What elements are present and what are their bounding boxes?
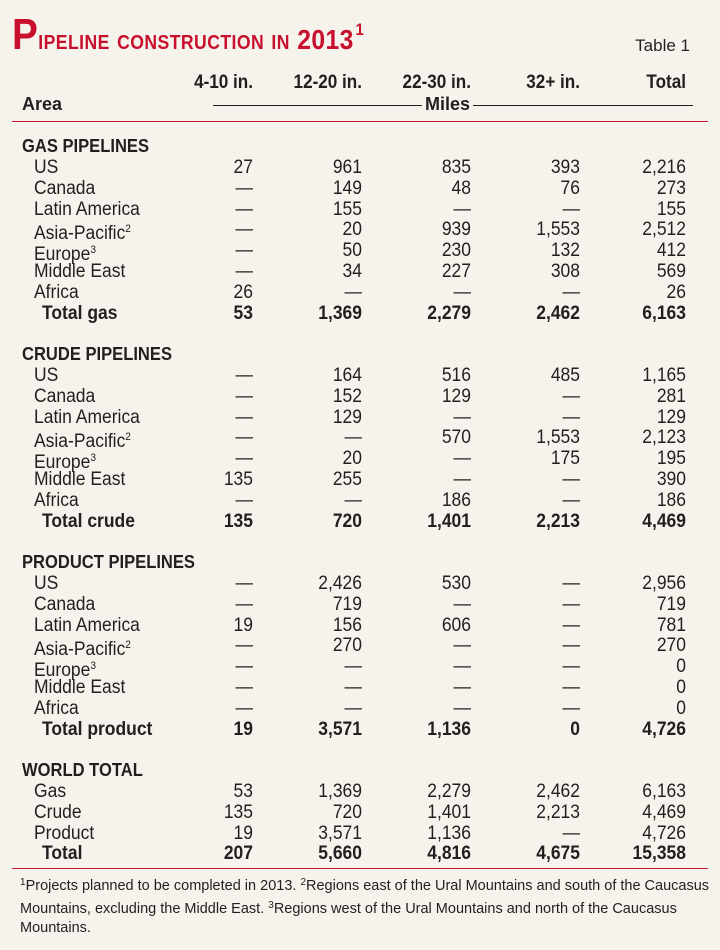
table-cell: 3,571 xyxy=(318,718,362,740)
table-cell: — xyxy=(562,635,580,657)
table-cell: — xyxy=(562,385,580,407)
table-cell: 255 xyxy=(332,469,362,490)
row-label xyxy=(34,261,125,282)
row-label xyxy=(34,823,94,844)
table-cell: — xyxy=(453,677,471,698)
table-cell: — xyxy=(562,677,580,698)
row-label-text: Middle East xyxy=(34,677,126,698)
table-cell: 135 xyxy=(223,469,253,490)
table-cell: — xyxy=(235,489,253,511)
table-cell: — xyxy=(235,406,253,428)
table-cell: 53 xyxy=(233,781,253,802)
table-cell: 227 xyxy=(441,261,471,282)
table-cell: 2,213 xyxy=(536,801,580,823)
row-label xyxy=(42,303,117,324)
table-row xyxy=(0,823,720,844)
table-cell: 0 xyxy=(676,677,686,698)
table-cell: 164 xyxy=(332,365,362,386)
row-label-footnote-marker: 3 xyxy=(90,244,97,257)
section-title: CRUDE PIPELINES xyxy=(22,344,172,364)
table-row xyxy=(0,635,720,661)
table-cell: 19 xyxy=(233,822,253,844)
table-row xyxy=(0,802,720,823)
row-label xyxy=(34,157,58,178)
table-cell: — xyxy=(235,573,253,594)
table-row xyxy=(0,261,720,282)
table-title xyxy=(12,10,364,60)
table-cell: 0 xyxy=(676,656,686,678)
table-row xyxy=(0,219,720,245)
table-cell: 15,358 xyxy=(632,843,686,865)
units-label: Miles xyxy=(422,94,473,115)
table-cell: 2,216 xyxy=(642,157,686,178)
column-header-4-10: 4-10 in. xyxy=(194,72,253,93)
table-row xyxy=(0,615,720,636)
table-cell: 719 xyxy=(332,593,362,615)
row-label-text: US xyxy=(34,573,59,594)
table-total-row xyxy=(0,843,720,864)
table-cell: 308 xyxy=(550,261,580,282)
row-label-text: Latin America xyxy=(34,198,140,220)
table-total-row xyxy=(0,511,720,532)
table-cell: 6,163 xyxy=(642,781,686,802)
table-cell: — xyxy=(453,697,471,719)
table-cell: 390 xyxy=(656,469,686,490)
section-title: PRODUCT PIPELINES xyxy=(22,552,195,572)
table-cell: 34 xyxy=(342,261,362,282)
row-label xyxy=(42,843,82,864)
table-cell: 19 xyxy=(233,718,253,740)
table-cell: 2,956 xyxy=(642,573,686,594)
table-cell: — xyxy=(235,677,253,698)
row-label xyxy=(34,407,140,428)
row-label-text: Africa xyxy=(34,697,79,719)
table-cell: 20 xyxy=(342,448,362,470)
table-cell: 19 xyxy=(233,614,253,636)
table-cell: 2,279 xyxy=(427,302,471,324)
table-cell: 129 xyxy=(332,406,362,428)
table-cell: 1,165 xyxy=(642,365,686,386)
row-label xyxy=(34,469,125,490)
row-label-text: Canada xyxy=(34,385,96,407)
table-cell: 270 xyxy=(332,635,362,657)
table-cell: 48 xyxy=(451,177,471,199)
row-label-text: Total product xyxy=(42,718,153,740)
table-cell: 152 xyxy=(332,385,362,407)
table-cell: — xyxy=(453,593,471,615)
title-rest: ipeline construction in 2013 xyxy=(38,24,354,55)
row-label-text: Asia-Pacific xyxy=(34,639,126,661)
table-cell: 0 xyxy=(570,718,580,740)
table-row xyxy=(0,178,720,199)
row-label-text: Gas xyxy=(34,781,67,802)
table-cell: 2,213 xyxy=(536,510,580,532)
table-cell: 1,136 xyxy=(427,718,471,740)
table-cell: 135 xyxy=(223,510,253,532)
table-cell: — xyxy=(562,614,580,636)
table-cell: — xyxy=(344,427,362,449)
footnote-1: Projects planned to be completed in 2013. xyxy=(25,878,301,894)
table-cell: 186 xyxy=(656,489,686,511)
table-cell: — xyxy=(235,656,253,678)
table-cell: 485 xyxy=(550,365,580,386)
table-cell: 195 xyxy=(656,448,686,470)
table-cell: 281 xyxy=(656,385,686,407)
row-label-text: Africa xyxy=(34,489,79,511)
table-cell: 3,571 xyxy=(318,822,362,844)
column-header-32-plus: 32+ in. xyxy=(526,72,580,93)
table-cell: 26 xyxy=(666,281,686,303)
header-divider xyxy=(12,121,708,122)
footnote-2: Regions east of the Ural Mountains and south of the Caucasus Mountains, excluding the Middle East. xyxy=(20,878,710,917)
table-cell: 516 xyxy=(441,365,471,386)
table-cell: — xyxy=(235,177,253,199)
table-cell: 570 xyxy=(441,427,471,449)
table-cell: — xyxy=(562,593,580,615)
table-row xyxy=(0,282,720,303)
row-label-text: Total gas xyxy=(42,302,118,324)
table-cell: 26 xyxy=(233,281,253,303)
table-cell: 1,136 xyxy=(427,822,471,844)
footer-divider xyxy=(12,868,708,869)
section-title: WORLD TOTAL xyxy=(22,760,143,780)
table-cell: 53 xyxy=(233,302,253,324)
table-cell: 0 xyxy=(676,697,686,719)
table-total-row xyxy=(0,303,720,324)
table-cell: — xyxy=(344,656,362,678)
row-label-text: Europe xyxy=(34,452,91,474)
table-cell: — xyxy=(235,448,253,470)
table-cell: — xyxy=(562,822,580,844)
table-cell: 230 xyxy=(441,240,471,262)
row-label xyxy=(34,594,95,615)
table-row xyxy=(0,490,720,511)
table-cell: — xyxy=(453,635,471,657)
table-row xyxy=(0,427,720,453)
table-cell: 132 xyxy=(550,240,580,262)
table-cell: — xyxy=(562,656,580,678)
table-row xyxy=(0,656,720,682)
table-cell: — xyxy=(235,261,253,282)
row-label xyxy=(34,615,140,636)
table-cell: 135 xyxy=(223,801,253,823)
table-cell: 1,401 xyxy=(427,801,471,823)
table-row xyxy=(0,698,720,719)
footnote-marker-1: 1 xyxy=(20,877,26,888)
table-row xyxy=(0,594,720,615)
table-cell: — xyxy=(235,198,253,220)
table-cell: 4,675 xyxy=(536,843,580,865)
row-label-text: Crude xyxy=(34,801,82,823)
table-cell: 76 xyxy=(560,177,580,199)
row-label-text: Latin America xyxy=(34,406,140,428)
table-total-row xyxy=(0,719,720,740)
column-header-total: Total xyxy=(646,72,686,93)
table-cell: — xyxy=(235,427,253,449)
table-cell: 720 xyxy=(332,510,362,532)
row-label xyxy=(34,781,66,802)
table-cell: 149 xyxy=(332,177,362,199)
table-cell: — xyxy=(235,385,253,407)
table-cell: — xyxy=(453,448,471,470)
table-cell: 2,512 xyxy=(642,219,686,241)
table-cell: — xyxy=(562,198,580,220)
table-cell: — xyxy=(453,198,471,220)
table-cell: 5,660 xyxy=(318,843,362,865)
table-cell: 1,401 xyxy=(427,510,471,532)
table-cell: 20 xyxy=(342,219,362,241)
row-label-text: Middle East xyxy=(34,261,126,282)
footnote-3: Regions west of the Ural Mountains and north of the Caucasus Mountains. xyxy=(20,901,677,936)
row-label xyxy=(34,573,58,594)
table-cell: — xyxy=(344,281,362,303)
row-label-text: Middle East xyxy=(34,469,126,490)
table-row xyxy=(0,781,720,802)
table-row xyxy=(0,386,720,407)
row-label-text: US xyxy=(34,157,59,178)
table-cell: 156 xyxy=(332,614,362,636)
table-cell: — xyxy=(235,635,253,657)
row-label-footnote-marker: 2 xyxy=(125,639,131,652)
table-cell: 6,163 xyxy=(642,302,686,324)
footnote-marker-2: 2 xyxy=(300,877,307,888)
table-cell: 207 xyxy=(223,843,253,865)
table-cell: 393 xyxy=(550,157,580,178)
table-cell: — xyxy=(562,573,580,594)
section-title: GAS PIPELINES xyxy=(22,136,150,156)
row-label-text: Asia-Pacific xyxy=(34,223,126,245)
table-cell: 4,469 xyxy=(642,801,686,823)
table-cell: 4,726 xyxy=(642,822,686,844)
table-cell: 569 xyxy=(656,261,686,282)
table-cell: 2,123 xyxy=(642,427,686,449)
table-cell: — xyxy=(235,697,253,719)
row-label xyxy=(42,719,152,740)
table-cell: 939 xyxy=(441,219,471,241)
row-label-footnote-marker: 3 xyxy=(90,660,97,673)
row-label-text: Asia-Pacific xyxy=(34,431,126,453)
row-label-text: Europe xyxy=(34,660,91,682)
row-label xyxy=(34,365,58,386)
table-cell: — xyxy=(344,489,362,511)
table-cell: 1,553 xyxy=(536,427,580,449)
table-cell: 606 xyxy=(441,614,471,636)
row-label-text: Europe xyxy=(34,244,91,266)
footnote-marker-3: 3 xyxy=(268,900,274,911)
table-row xyxy=(0,240,720,266)
table-cell: 781 xyxy=(656,614,686,636)
row-label-footnote-marker: 3 xyxy=(90,452,97,465)
row-label-text: Canada xyxy=(34,177,96,199)
column-header-area: Area xyxy=(22,94,63,114)
table-cell: 4,469 xyxy=(642,510,686,532)
table-cell: 129 xyxy=(656,406,686,428)
table-row xyxy=(0,157,720,178)
row-label-text: Canada xyxy=(34,593,96,615)
table-cell: 270 xyxy=(656,635,686,657)
table-cell: 2,426 xyxy=(318,573,362,594)
table-cell: — xyxy=(562,406,580,428)
row-label xyxy=(34,178,95,199)
row-label-text: Africa xyxy=(34,281,79,303)
table-cell: 2,462 xyxy=(536,781,580,802)
table-cell: — xyxy=(453,469,471,490)
table-cell: 1,553 xyxy=(536,219,580,241)
table-cell: 155 xyxy=(332,198,362,220)
column-header-12-20: 12-20 in. xyxy=(293,72,362,93)
row-label xyxy=(34,490,79,511)
table-cell: 129 xyxy=(441,385,471,407)
title-first-letter: P xyxy=(12,10,39,59)
table-cell: — xyxy=(344,697,362,719)
table-row xyxy=(0,469,720,490)
table-cell: — xyxy=(235,219,253,241)
row-label-text: US xyxy=(34,365,59,386)
table-row xyxy=(0,199,720,220)
table-row xyxy=(0,407,720,428)
table-cell: 2,462 xyxy=(536,302,580,324)
table-row xyxy=(0,448,720,474)
table-cell: 175 xyxy=(550,448,580,470)
table-cell: — xyxy=(453,281,471,303)
table-row xyxy=(0,365,720,386)
table-cell: 1,369 xyxy=(318,302,362,324)
table-cell: 720 xyxy=(332,801,362,823)
row-label-text: Product xyxy=(34,822,95,844)
table-cell: — xyxy=(235,365,253,386)
table-cell: 530 xyxy=(441,573,471,594)
row-label xyxy=(34,802,82,823)
row-label-footnote-marker: 2 xyxy=(125,223,131,236)
table-cell: 1,369 xyxy=(318,781,362,802)
table-cell: — xyxy=(453,406,471,428)
row-label xyxy=(34,698,79,719)
row-label-text: Total xyxy=(42,843,83,865)
table-cell: — xyxy=(235,593,253,615)
row-label xyxy=(34,282,79,303)
table-cell: 2,279 xyxy=(427,781,471,802)
table-cell: 50 xyxy=(342,240,362,262)
table-cell: 4,816 xyxy=(427,843,471,865)
row-label xyxy=(34,386,95,407)
table-cell: 4,726 xyxy=(642,718,686,740)
table-cell: — xyxy=(562,281,580,303)
table-cell: 27 xyxy=(233,157,253,178)
table-row xyxy=(0,573,720,594)
table-cell: — xyxy=(453,656,471,678)
title-footnote-marker: 1 xyxy=(355,20,365,39)
row-label xyxy=(34,199,140,220)
table-cell: 719 xyxy=(656,593,686,615)
row-label xyxy=(42,511,135,532)
table-cell: — xyxy=(235,240,253,262)
table-cell: 412 xyxy=(656,240,686,262)
table-cell: 961 xyxy=(332,157,362,178)
table-cell: 273 xyxy=(656,177,686,199)
table-cell: 835 xyxy=(441,157,471,178)
table-number: Table 1 xyxy=(635,36,690,55)
row-label-text: Latin America xyxy=(34,614,140,636)
table-cell: — xyxy=(562,697,580,719)
table-row xyxy=(0,677,720,698)
column-header-22-30: 22-30 in. xyxy=(402,72,471,93)
footnotes xyxy=(20,873,710,938)
table-cell: — xyxy=(562,469,580,490)
table-cell: — xyxy=(562,489,580,511)
table-cell: — xyxy=(344,677,362,698)
row-label-text: Total crude xyxy=(42,510,135,532)
table-cell: 186 xyxy=(441,489,471,511)
row-label-footnote-marker: 2 xyxy=(125,431,131,444)
table-cell: 155 xyxy=(656,198,686,220)
row-label xyxy=(34,677,125,698)
